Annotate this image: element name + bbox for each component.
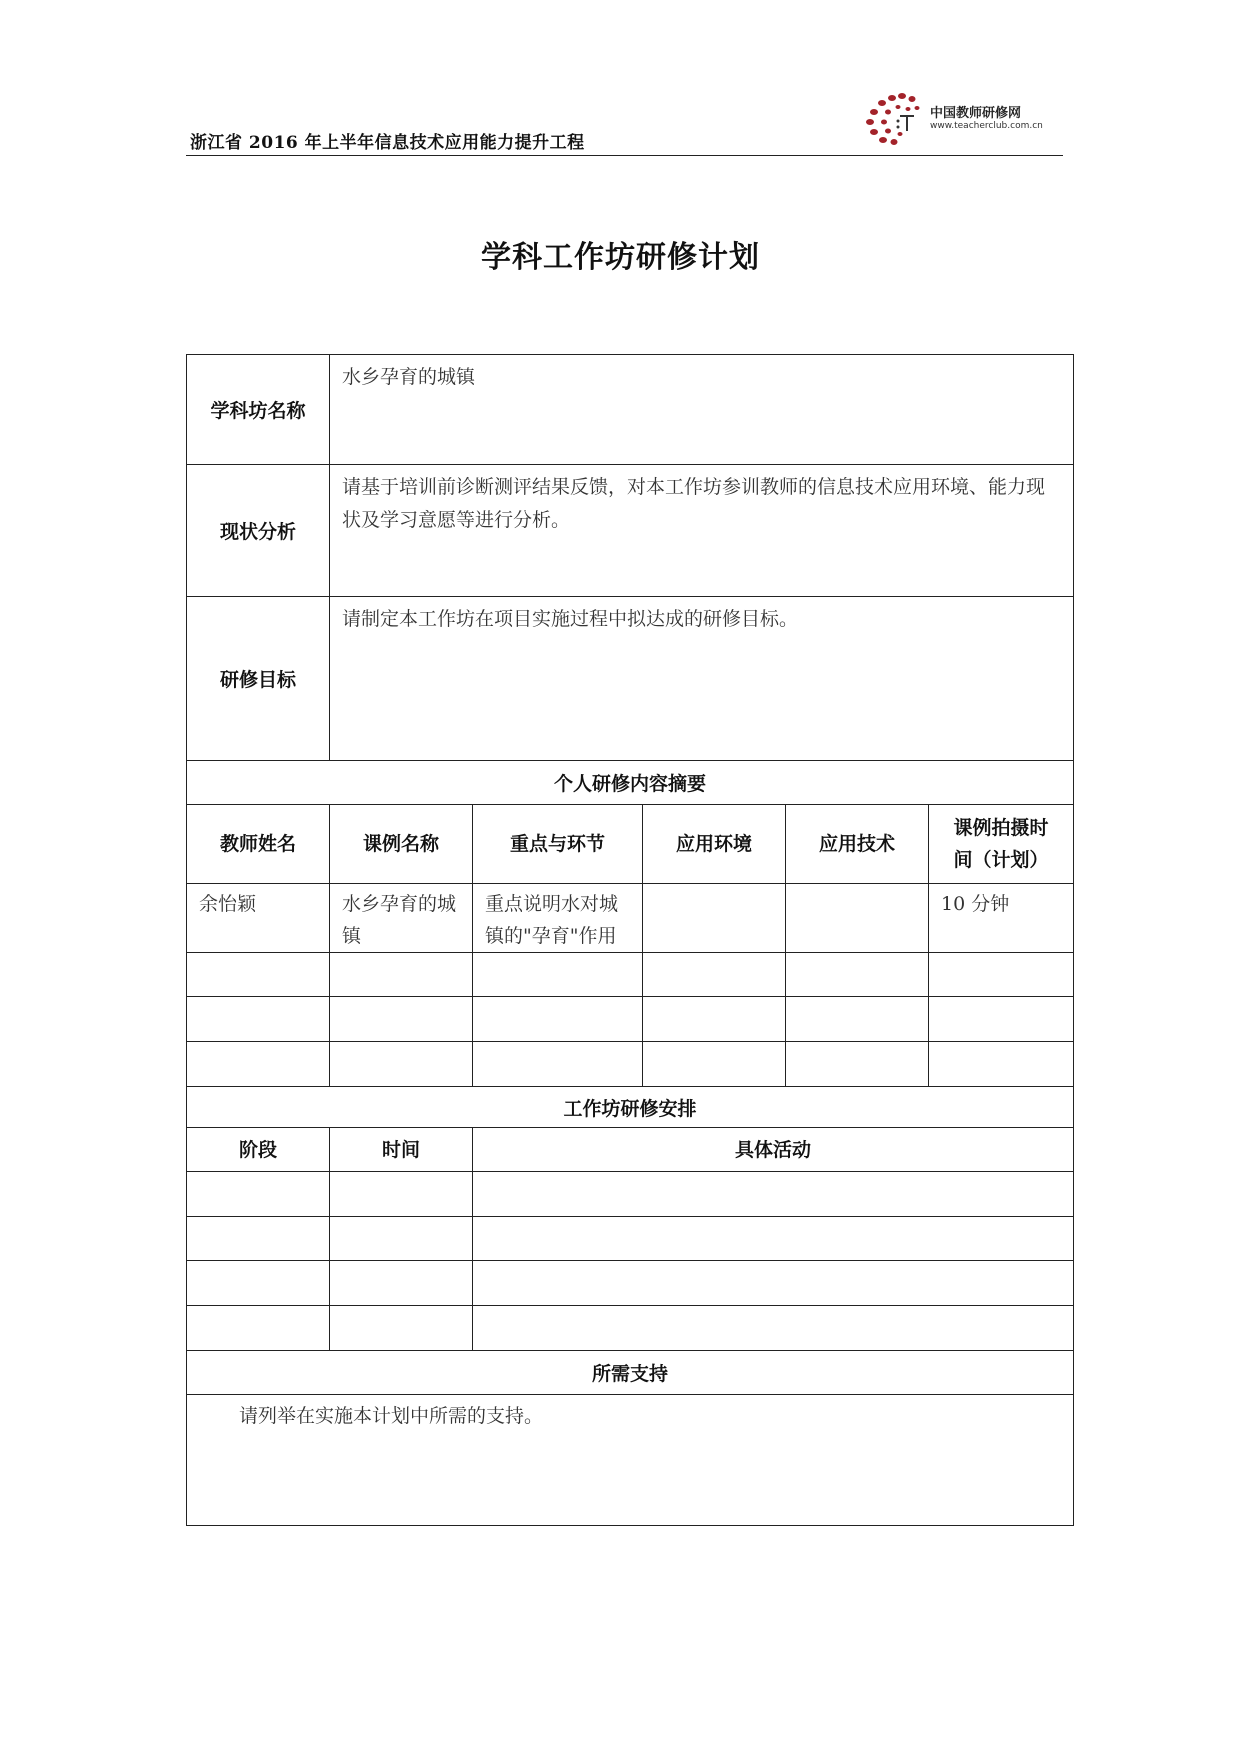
support-row	[187, 1395, 1074, 1526]
table-row	[187, 1261, 1074, 1306]
cell-stage[interactable]	[187, 1306, 330, 1351]
column-header-environment: 应用环境	[643, 805, 786, 884]
cell-stage[interactable]	[187, 1172, 330, 1217]
document-title: 学科工作坊研修计划	[481, 240, 760, 275]
cell-technology[interactable]	[786, 1042, 929, 1087]
support-heading: 所需支持	[187, 1351, 1074, 1395]
cell-technology[interactable]	[786, 884, 929, 953]
cell-environment[interactable]	[643, 1042, 786, 1087]
cell-stage[interactable]	[187, 1217, 330, 1261]
table-row	[187, 1172, 1074, 1217]
support-heading-row	[187, 1351, 1074, 1395]
cell-lesson[interactable]	[330, 1042, 473, 1087]
cell-lesson[interactable]	[330, 953, 473, 997]
table-row	[187, 1042, 1074, 1087]
cell-time[interactable]	[330, 1172, 473, 1217]
cell-focus[interactable]	[473, 1042, 643, 1087]
cell-stage[interactable]	[187, 1261, 330, 1306]
schedule-heading: 工作坊研修安排	[187, 1087, 1074, 1128]
schedule-header-row	[187, 1128, 1074, 1172]
cell-teacher[interactable]	[187, 1042, 330, 1087]
cell-shoot-time[interactable]: 10 分钟	[929, 884, 1074, 953]
cell-time[interactable]	[330, 1261, 473, 1306]
cell-lesson[interactable]: 水乡孕育的城镇	[330, 884, 473, 953]
goals-row	[187, 597, 1074, 761]
logo-name: 中国教师研修网	[930, 106, 1022, 121]
table-row	[187, 997, 1074, 1042]
column-header-shoot-time: 课例拍摄时间（计划）	[929, 805, 1074, 884]
cell-activity[interactable]	[473, 1306, 1074, 1351]
personal-summary-heading-row	[187, 761, 1074, 805]
logo-dots-icon	[862, 90, 928, 146]
column-header-activity: 具体活动	[473, 1128, 1074, 1172]
workshop-name-value[interactable]: 水乡孕育的城镇	[330, 355, 1074, 465]
table-row	[187, 1306, 1074, 1351]
column-header-focus: 重点与环节	[473, 805, 643, 884]
plan-table	[186, 354, 1074, 1526]
column-header-time: 时间	[330, 1128, 473, 1172]
cell-teacher[interactable]: 余怡颖	[187, 884, 330, 953]
logo-url: www.teacherclub.com.cn	[930, 121, 1043, 131]
goals-value[interactable]: 请制定本工作坊在项目实施过程中拟达成的研修目标。	[330, 597, 1074, 761]
goals-label: 研修目标	[187, 597, 330, 761]
column-header-lesson: 课例名称	[330, 805, 473, 884]
cell-lesson[interactable]	[330, 997, 473, 1042]
header-title: 浙江省 2016 年上半年信息技术应用能力提升工程	[190, 133, 585, 153]
table-row	[187, 884, 1074, 953]
cell-technology[interactable]	[786, 953, 929, 997]
workshop-name-row	[187, 355, 1074, 465]
support-value[interactable]: 请列举在实施本计划中所需的支持。	[187, 1395, 1074, 1526]
cell-teacher[interactable]	[187, 997, 330, 1042]
logo	[862, 90, 1062, 146]
column-header-stage: 阶段	[187, 1128, 330, 1172]
cell-shoot-time[interactable]	[929, 953, 1074, 997]
cell-environment[interactable]	[643, 953, 786, 997]
cell-teacher[interactable]	[187, 953, 330, 997]
cell-time[interactable]	[330, 1306, 473, 1351]
table-row	[187, 1217, 1074, 1261]
column-header-technology: 应用技术	[786, 805, 929, 884]
schedule-heading-row	[187, 1087, 1074, 1128]
cell-environment[interactable]	[643, 997, 786, 1042]
status-analysis-value[interactable]: 请基于培训前诊断测评结果反馈，对本工作坊参训教师的信息技术应用环境、能力现状及学习意愿等进行分析。	[330, 465, 1074, 597]
cell-activity[interactable]	[473, 1261, 1074, 1306]
cell-environment[interactable]	[643, 884, 786, 953]
cell-focus[interactable]: 重点说明水对城镇的"孕育"作用	[473, 884, 643, 953]
personal-summary-heading: 个人研修内容摘要	[187, 761, 1074, 805]
cell-technology[interactable]	[786, 997, 929, 1042]
table-row	[187, 953, 1074, 997]
personal-summary-header-row	[187, 805, 1074, 884]
cell-time[interactable]	[330, 1217, 473, 1261]
cell-activity[interactable]	[473, 1172, 1074, 1217]
cell-focus[interactable]	[473, 997, 643, 1042]
workshop-name-label: 学科坊名称	[187, 355, 330, 465]
cell-shoot-time[interactable]	[929, 997, 1074, 1042]
header-divider	[186, 155, 1063, 156]
cell-activity[interactable]	[473, 1217, 1074, 1261]
cell-focus[interactable]	[473, 953, 643, 997]
status-analysis-row	[187, 465, 1074, 597]
column-header-teacher: 教师姓名	[187, 805, 330, 884]
cell-shoot-time[interactable]	[929, 1042, 1074, 1087]
status-analysis-label: 现状分析	[187, 465, 330, 597]
